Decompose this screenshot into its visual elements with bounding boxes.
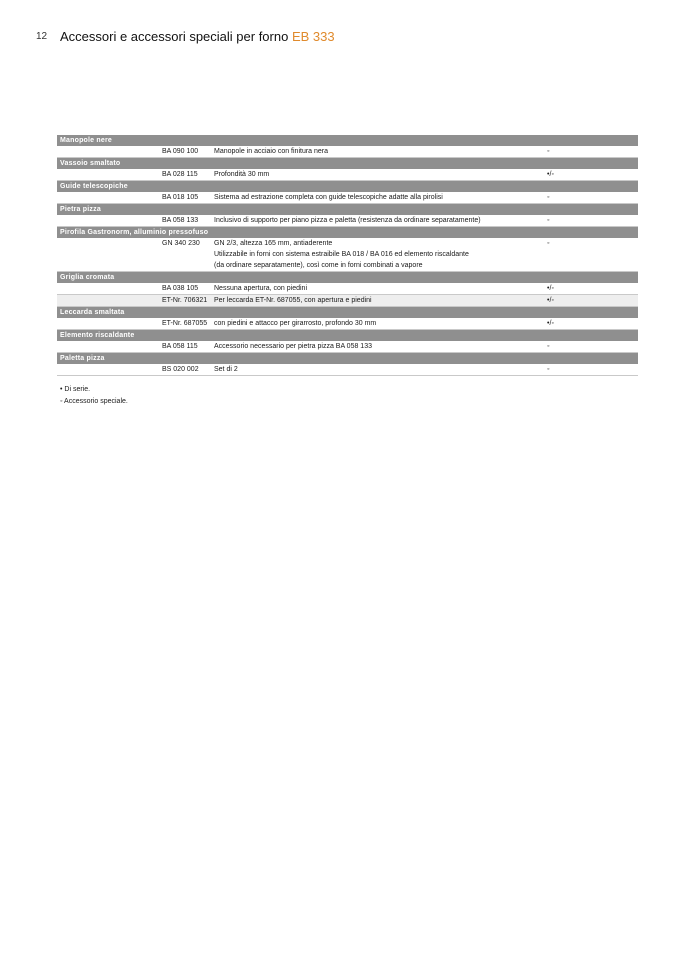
article-code: BA 058 115 <box>162 343 198 350</box>
availability-mark: ◦ <box>547 240 550 247</box>
page-title-text: Accessori e accessori speciali per forno <box>60 29 289 44</box>
availability-mark: •/◦ <box>547 320 554 327</box>
description <box>214 215 534 226</box>
article-code: ET-Nr. 687055 <box>162 320 208 327</box>
description-line: Sistema ad estrazione completa con guide telescopiche adatte alla pirolisi <box>214 194 443 201</box>
article-code: BA 028 115 <box>162 171 198 178</box>
category-header: Griglia cromata <box>57 272 638 283</box>
page-title <box>60 29 335 44</box>
category-header: Manopole nere <box>57 135 638 146</box>
table-row <box>57 283 638 295</box>
article-code: BA 090 100 <box>162 148 199 155</box>
article-code: ET-Nr. 706321 <box>162 297 208 304</box>
model-name: EB 333 <box>291 29 335 44</box>
description <box>214 364 534 375</box>
legend-standard: • Di serie. <box>60 386 91 393</box>
article-code: BS 020 002 <box>162 366 199 373</box>
description-line: Inclusivo di supporto per piano pizza e paletta (resistenza da ordinare separatamente) <box>214 217 481 224</box>
category-header: Vassoio smaltato <box>57 158 638 169</box>
page-number: 12 <box>36 31 48 42</box>
availability-mark: •/◦ <box>547 285 554 292</box>
description <box>214 341 534 352</box>
article-code: BA 058 133 <box>162 217 199 224</box>
description-line: Utilizzabile in forni con sistema estraibile BA 018 / BA 016 ed elemento riscaldante <box>214 251 469 258</box>
description-line: GN 2/3, altezza 165 mm, antiaderente <box>214 240 333 247</box>
table-row <box>57 295 638 307</box>
article-code: GN 340 230 <box>162 240 200 247</box>
category-header: Elemento riscaldante <box>57 330 638 341</box>
availability-mark: ◦ <box>547 343 550 350</box>
table-row <box>57 238 638 272</box>
description-line: Profondità 30 mm <box>214 171 270 178</box>
availability-mark: ◦ <box>547 194 550 201</box>
table-row <box>57 192 638 204</box>
table-row <box>57 341 638 353</box>
category-header: Pirofila Gastronorm, alluminio pressofuso <box>57 227 638 238</box>
availability-mark: ◦ <box>547 148 550 155</box>
description <box>214 192 534 203</box>
description <box>214 318 534 329</box>
category-header: Pietra pizza <box>57 204 638 215</box>
description-line: Manopole in acciaio con finitura nera <box>214 148 329 155</box>
availability-mark: ◦ <box>547 217 550 224</box>
category-header: Paletta pizza <box>57 353 638 364</box>
legend <box>60 384 128 408</box>
availability-mark: •/◦ <box>547 297 554 304</box>
description-line: Accessorio necessario per pietra pizza BA 058 133 <box>214 343 372 350</box>
table-row <box>57 318 638 330</box>
description-line: Set di 2 <box>214 366 238 373</box>
description <box>214 169 534 180</box>
table-row <box>57 146 638 158</box>
category-header: Guide telescopiche <box>57 181 638 192</box>
article-code: BA 018 105 <box>162 194 199 201</box>
table-row <box>57 169 638 181</box>
table-row <box>57 215 638 227</box>
description <box>214 295 534 306</box>
description <box>214 283 534 294</box>
description-line: con piedini e attacco per girarrosto, profondo 30 mm <box>214 320 377 327</box>
legend-special: ◦ Accessorio speciale. <box>60 398 128 405</box>
article-code: BA 038 105 <box>162 285 199 292</box>
description-line: Nessuna apertura, con piedini <box>214 285 308 292</box>
table-row <box>57 364 638 376</box>
description <box>214 146 534 157</box>
description-line: (da ordinare separatamente), così come in forni combinati a vapore <box>214 262 423 269</box>
description-line: Per leccarda ET-Nr. 687055, con apertura e piedini <box>214 297 372 304</box>
availability-mark: •/◦ <box>547 171 554 178</box>
description <box>214 238 534 271</box>
accessories-table <box>57 135 638 376</box>
availability-mark: ◦ <box>547 366 550 373</box>
category-header: Leccarda smaltata <box>57 307 638 318</box>
